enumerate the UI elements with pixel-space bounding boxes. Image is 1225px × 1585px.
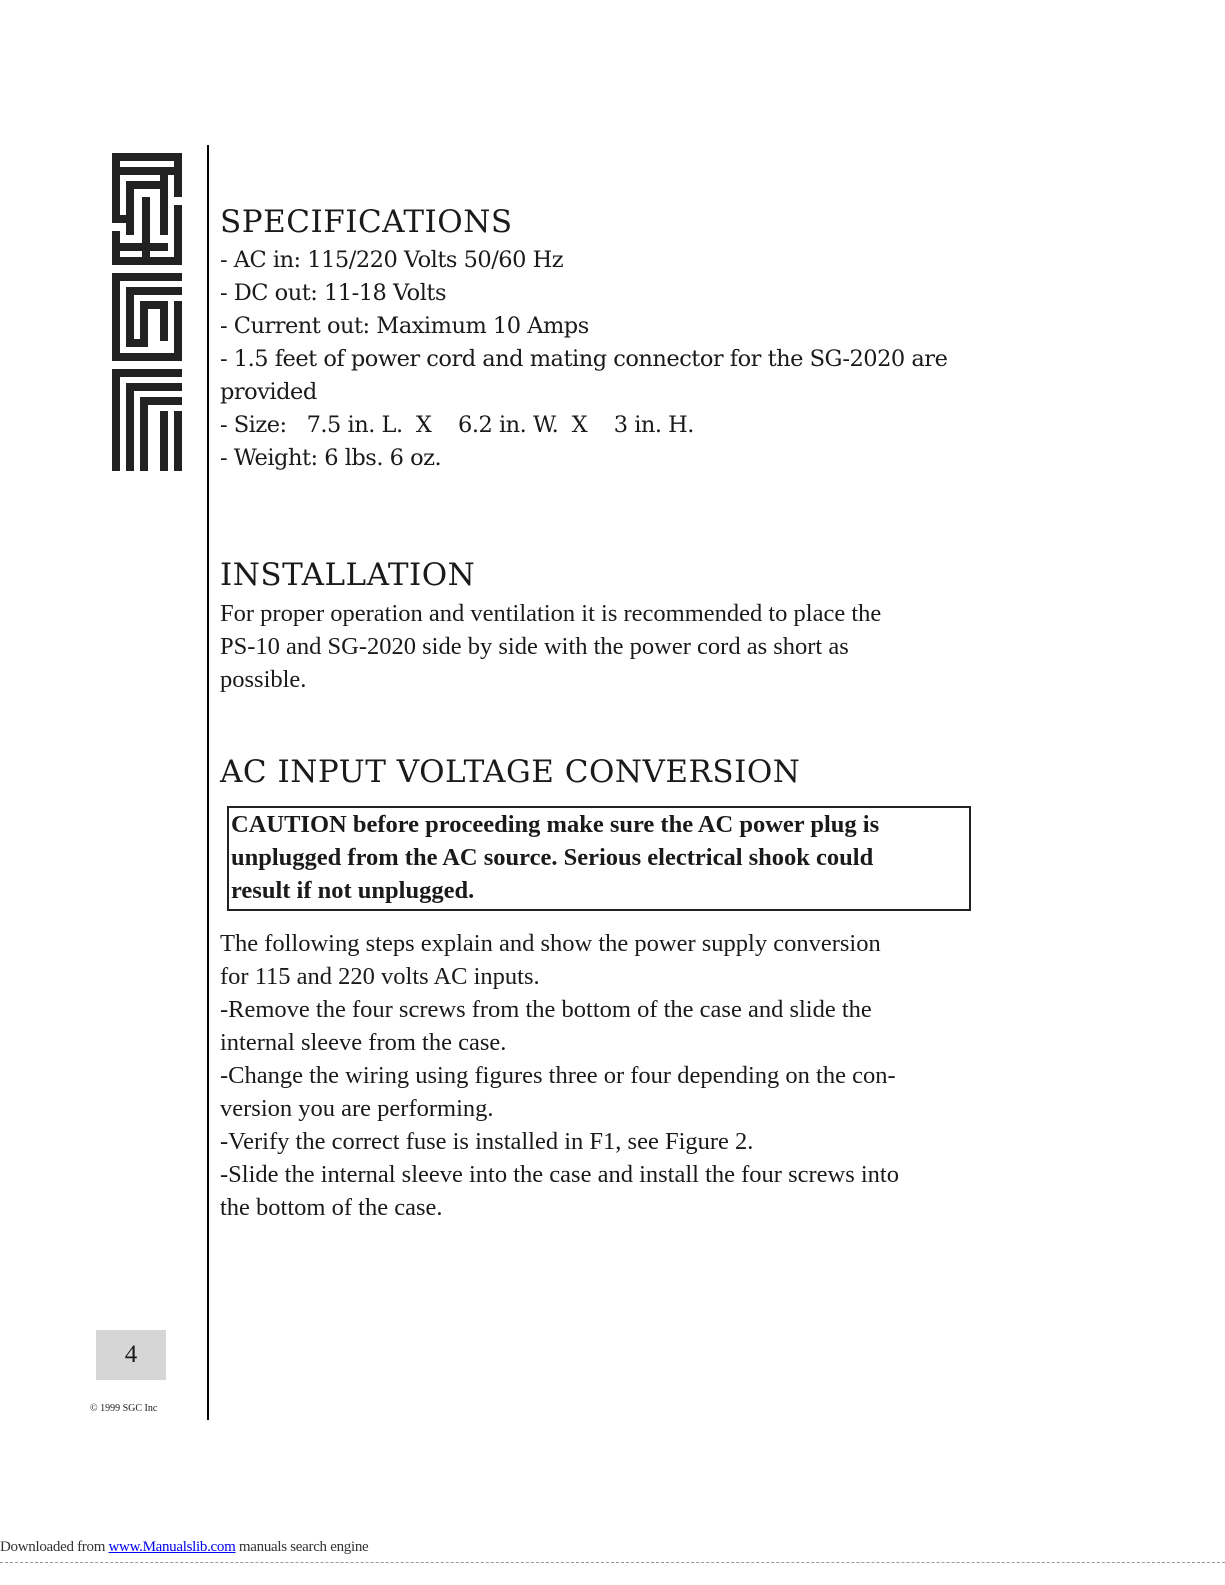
- steps-line: -Verify the correct fuse is installed in F1, see Figure 2.: [220, 1128, 754, 1155]
- footer-divider: [0, 1562, 1225, 1563]
- spec-weight: - Weight: 6 lbs. 6 oz.: [220, 445, 442, 471]
- sgc-logo: [112, 153, 182, 471]
- caution-box: [227, 806, 971, 911]
- specifications-heading: SPECIFICATIONS: [220, 204, 513, 240]
- installation-line: possible.: [220, 666, 307, 693]
- installation-line: For proper operation and ventilation it is recommended to place the: [220, 600, 882, 627]
- steps-line: version you are performing.: [220, 1095, 494, 1122]
- installation-section: [220, 553, 1000, 696]
- steps-line: -Remove the four screws from the bottom of the case and slide the: [220, 996, 872, 1023]
- spec-size: - Size: 7.5 in. L. X 6.2 in. W. X 3 in. H.: [220, 412, 694, 438]
- download-footer: [0, 1539, 368, 1556]
- spec-power-cord-cont: provided: [220, 379, 317, 405]
- steps-line: -Change the wiring using figures three or four depending on the con-: [220, 1062, 896, 1089]
- specifications-section: [220, 200, 1000, 475]
- steps-line: -Slide the internal sleeve into the case and install the four screws into: [220, 1161, 899, 1188]
- caution-line: result if not unplugged.: [231, 877, 475, 904]
- footer-suffix: manuals search engine: [235, 1539, 369, 1555]
- installation-line: PS-10 and SG-2020 side by side with the power cord as short as: [220, 633, 849, 660]
- steps-line: The following steps explain and show the power supply conversion: [220, 930, 881, 957]
- caution-line: CAUTION before proceeding make sure the AC power plug is: [231, 811, 880, 838]
- copyright: © 1999 SGC Inc: [90, 1403, 158, 1414]
- footer-prefix: Downloaded from: [0, 1539, 109, 1555]
- steps-line: for 115 and 220 volts AC inputs.: [220, 963, 540, 990]
- manualslib-link[interactable]: www.Manualslib.com: [108, 1539, 236, 1555]
- vertical-divider: [207, 145, 209, 1420]
- spec-dc-out: - DC out: 11-18 Volts: [220, 280, 447, 306]
- steps-line: internal sleeve from the case.: [220, 1029, 507, 1056]
- spec-ac-in: - AC in: 115/220 Volts 50/60 Hz: [220, 247, 564, 273]
- spec-current-out: - Current out: Maximum 10 Amps: [220, 313, 589, 339]
- caution-line: unplugged from the AC source. Serious electrical shook could: [231, 844, 874, 871]
- page-number: 4: [96, 1330, 166, 1380]
- spec-power-cord: - 1.5 feet of power cord and mating connector for the SG-2020 are: [220, 346, 948, 372]
- conversion-steps: [220, 927, 1000, 1224]
- page-content: [220, 200, 1000, 1224]
- ac-conversion-heading: AC INPUT VOLTAGE CONVERSION: [220, 754, 801, 790]
- ac-conversion-section: [220, 750, 1000, 1224]
- installation-heading: INSTALLATION: [220, 557, 476, 593]
- steps-line: the bottom of the case.: [220, 1194, 443, 1221]
